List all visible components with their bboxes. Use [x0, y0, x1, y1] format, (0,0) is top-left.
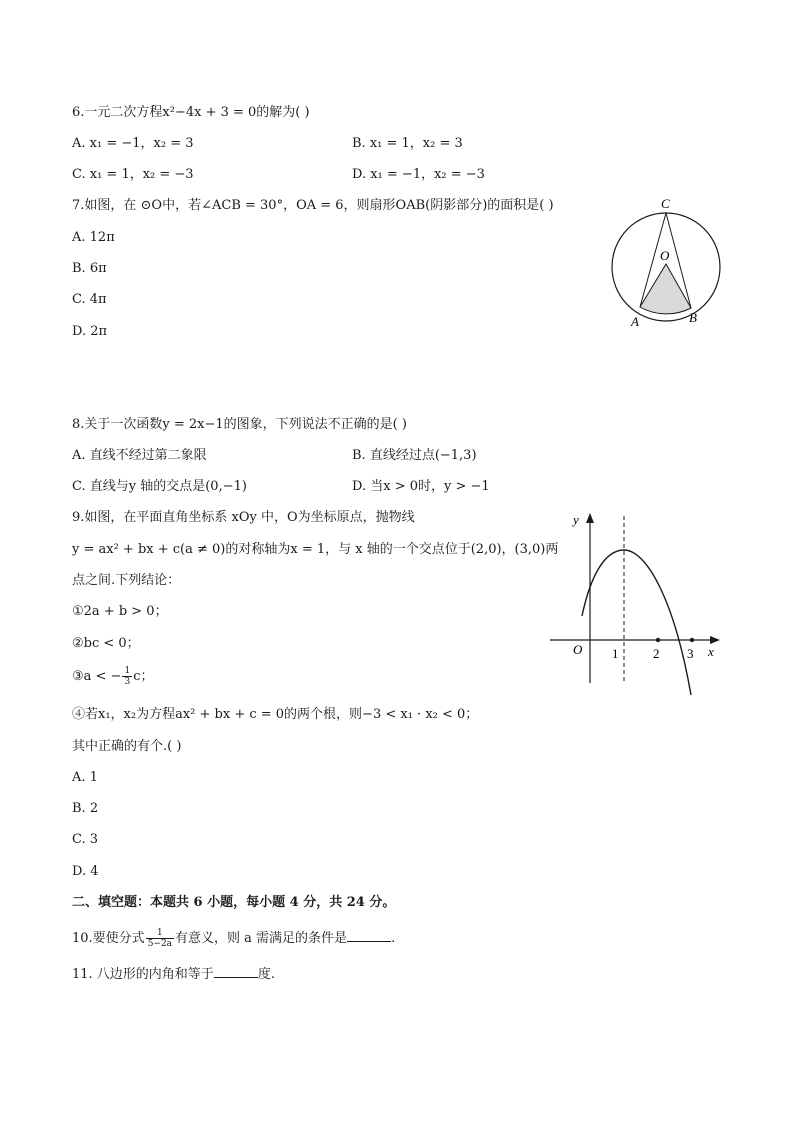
q8-option-a: A. 直线不经过第二象限 — [72, 448, 207, 463]
q9-c3-denominator: 3 — [124, 677, 131, 687]
label-a: A — [631, 314, 639, 329]
point-3 — [690, 638, 694, 642]
q8-stem: 8.关于一次函数y = 2x−1的图象，下列说法不正确的是( ) — [72, 417, 407, 432]
q11-suffix: 度. — [257, 967, 275, 982]
point-2 — [656, 638, 660, 642]
y-axis-arrow — [586, 513, 594, 523]
q7-option-c: C. 4π — [72, 292, 107, 307]
q9-stem-line3: 点之间.下列结论： — [72, 573, 181, 588]
q6-option-c: C. x₁ = 1，x₂ = −3 — [72, 167, 194, 182]
q7-option-d: D. 2π — [72, 324, 108, 339]
q9-conclusion-1: ①2a + b > 0； — [72, 604, 168, 619]
q9-option-b: B. 2 — [72, 801, 99, 816]
q9-ask: 其中正确的有个.( ) — [72, 739, 182, 754]
q10-numerator: 1 — [146, 928, 174, 939]
q9-conclusion-3 — [72, 666, 153, 687]
q10-middle: 有意义，则 a 需满足的条件是 — [175, 931, 348, 946]
q10-prefix: 10.要使分式 — [72, 931, 145, 946]
q11-stem — [72, 965, 275, 984]
q8-option-b: B. 直线经过点(−1,3) — [352, 448, 477, 463]
x-label: x — [708, 644, 714, 659]
q9-c3-suffix: c； — [133, 669, 154, 684]
q9-option-a: A. 1 — [72, 770, 98, 785]
label-o: O — [660, 248, 670, 263]
q9-conclusion-4: ④若x₁，x₂为方程ax² + bx + c = 0的两个根，则−3 < x₁ · x₂ < 0； — [72, 707, 479, 722]
q7-option-b: B. 6π — [72, 261, 107, 276]
q11-answer-blank[interactable] — [214, 965, 258, 978]
origin-label: O — [573, 642, 583, 657]
q9-c3-fraction — [122, 666, 132, 687]
q6-option-a: A. x₁ = −1，x₂ = 3 — [72, 136, 194, 151]
q10-denominator: 5−2a — [147, 939, 173, 949]
shaded-sector — [640, 264, 691, 314]
q9-c3-prefix: ③a < − — [72, 669, 122, 684]
q9-option-c: C. 3 — [72, 832, 99, 847]
label-b: B — [689, 310, 697, 325]
q7-circle-figure — [604, 194, 734, 334]
q10-answer-blank[interactable] — [347, 929, 391, 942]
q9-stem-line1: 9.如图，在平面直角坐标系 xOy 中，O为坐标原点，抛物线 — [72, 510, 415, 525]
tick-2: 2 — [653, 646, 660, 661]
q6-stem: 6.一元二次方程x²−4x + 3 = 0的解为( ) — [72, 105, 310, 120]
tick-3: 3 — [687, 646, 694, 661]
q10-stem — [72, 928, 395, 949]
y-label: y — [573, 512, 579, 527]
q9-c3-numerator: 1 — [124, 666, 131, 676]
q7-option-a: A. 12π — [72, 230, 115, 245]
q8-option-d: D. 当x > 0时，y > −1 — [352, 479, 490, 494]
q9-conclusion-2: ②bc < 0； — [72, 636, 140, 651]
q10-end: . — [391, 931, 396, 946]
q9-parabola-figure — [546, 508, 726, 698]
label-c: C — [661, 196, 670, 211]
q9-option-d: D. 4 — [72, 864, 99, 879]
q9-stem-line2: y = ax² + bx + c(a ≠ 0)的对称轴为x = 1，与 x 轴的一个交点位于(2,0)，(3,0)两 — [72, 542, 559, 557]
x-axis-arrow — [710, 636, 720, 644]
q7-stem: 7.如图，在 ⊙O中，若∠ACB = 30°，OA = 6，则扇形OAB(阴影部分)的面积是( ) — [72, 198, 554, 213]
q6-option-d: D. x₁ = −1，x₂ = −3 — [352, 167, 485, 182]
q6-option-b: B. x₁ = 1，x₂ = 3 — [352, 136, 463, 151]
q8-option-c: C. 直线与y 轴的交点是(0,−1) — [72, 479, 247, 494]
q10-fraction — [146, 928, 174, 949]
tick-1: 1 — [612, 646, 619, 661]
q11-prefix: 11. 八边形的内角和等于 — [72, 967, 214, 982]
section2-title: 二、填空题：本题共 6 小题，每小题 4 分，共 24 分。 — [72, 895, 396, 910]
parabola — [582, 550, 691, 695]
